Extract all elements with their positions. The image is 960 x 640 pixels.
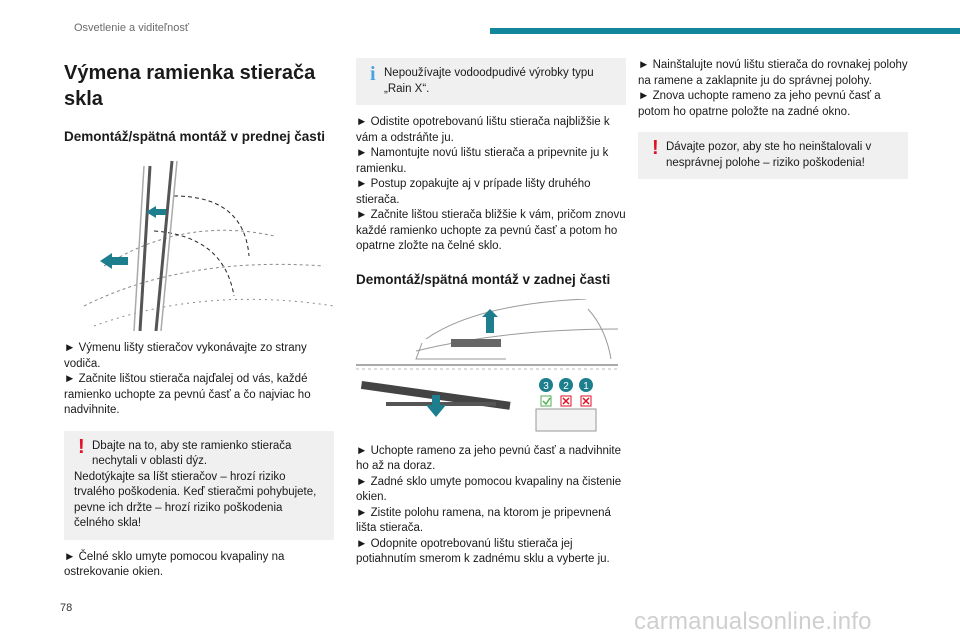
step-text: ► Odopnite opotrebovanú lištu stierača jej potiahnutím smerom k zadnému sklu a vyberte ju. bbox=[356, 537, 610, 565]
front-steps-continued bbox=[356, 115, 626, 255]
column-2 bbox=[356, 52, 626, 568]
rear-section-title: Demontáž/spätná montáž v zadnej časti bbox=[356, 271, 611, 287]
step-text: ► Výmenu lišty stieračov vykonávajte zo strany vodiča. bbox=[64, 342, 307, 370]
warning-icon: ! bbox=[78, 435, 85, 458]
step-text: ► Čelné sklo umyte pomocou kvapaliny na ostrekovanie okien. bbox=[64, 550, 285, 578]
step-text: ► Znova uchopte rameno za jeho pevnú časť a potom ho opatrne položte na zadné okno. bbox=[638, 90, 881, 118]
page-number: 78 bbox=[60, 602, 73, 614]
info-box bbox=[356, 58, 626, 105]
rear-steps bbox=[356, 444, 626, 568]
header-accent-bar bbox=[490, 28, 960, 34]
column-1 bbox=[64, 52, 334, 581]
front-steps bbox=[64, 341, 334, 419]
step-text: ► Začnite lištou stierača bližšie k vám, pričom znovu každé ramienko uchopte za pevnú časť a potom ho opatrne zložte na čelné sklo. bbox=[356, 209, 626, 252]
arrow-icon bbox=[482, 309, 498, 333]
arrow-icon bbox=[146, 206, 166, 218]
badge-number: 3 bbox=[543, 380, 549, 392]
front-wiper-illustration bbox=[64, 156, 334, 331]
arrow-icon bbox=[100, 253, 128, 269]
position-badges bbox=[536, 378, 596, 431]
info-icon: i bbox=[370, 63, 376, 85]
rear-wiper-illustration bbox=[356, 299, 618, 434]
step-text: ► Začnite lištou stierača najďalej od vás, každé ramienko uchopte za pevnú časť a čo najviac ho nadvihnite. bbox=[64, 373, 311, 416]
step-text: ► Postup zopakujte aj v prípade lišty druhého stierača. bbox=[356, 178, 591, 206]
step-text: ► Zadné sklo umyte pomocou kvapaliny na čistenie okien. bbox=[356, 475, 622, 503]
warning-icon: ! bbox=[652, 137, 659, 159]
warning-box bbox=[64, 431, 334, 540]
step-text: ► Odistite opotrebovanú lištu stierača najbližšie k vám a odstráňte ju. bbox=[356, 116, 610, 144]
warning-box bbox=[638, 132, 908, 179]
badge-number: 2 bbox=[563, 380, 569, 392]
warning-text: Dbajte na to, aby ste ramienko stierača nechytali v oblasti dýz. bbox=[92, 439, 292, 467]
rear-steps-continued bbox=[638, 58, 908, 120]
step-text: ► Zistite polohu ramena, na ktorom je pripevnená lišta stierača. bbox=[356, 506, 611, 534]
info-text: Nepoužívajte vodoodpudivé výrobky typu „Rain X“. bbox=[384, 67, 594, 95]
badge-number: 1 bbox=[583, 380, 589, 392]
page-title: Výmena ramienka stierača skla bbox=[64, 62, 316, 110]
warning-text: Nedotýkajte sa líšt stieračov – hrozí riziko trvalého poškodenia. bbox=[74, 470, 286, 498]
step-text: ► Uchopte rameno za jeho pevnú časť a nadvihnite ho až na doraz. bbox=[356, 444, 622, 472]
column-3 bbox=[638, 52, 908, 179]
warning-text: Dávajte pozor, aby ste ho neinštalovali v nesprávnej polohe – riziko poškodenia! bbox=[666, 141, 872, 169]
section-header: Osvetlenie a viditeľnosť bbox=[74, 22, 189, 34]
watermark: carmanualsonline.info bbox=[634, 608, 872, 635]
step-text: ► Namontujte novú lištu stierača a pripevnite ju k ramienku. bbox=[356, 147, 609, 175]
front-section-title: Demontáž/spätná montáž v prednej časti bbox=[64, 129, 326, 144]
step-text: ► Nainštalujte novú lištu stierača do rovnakej polohy na ramene a zaklapnite ju do správnej polohy. bbox=[638, 59, 908, 87]
warning-text: Keď stieračmi pohybujete, pevne ich držte – hrozí riziko poškodenia čelného skla! bbox=[74, 486, 317, 529]
